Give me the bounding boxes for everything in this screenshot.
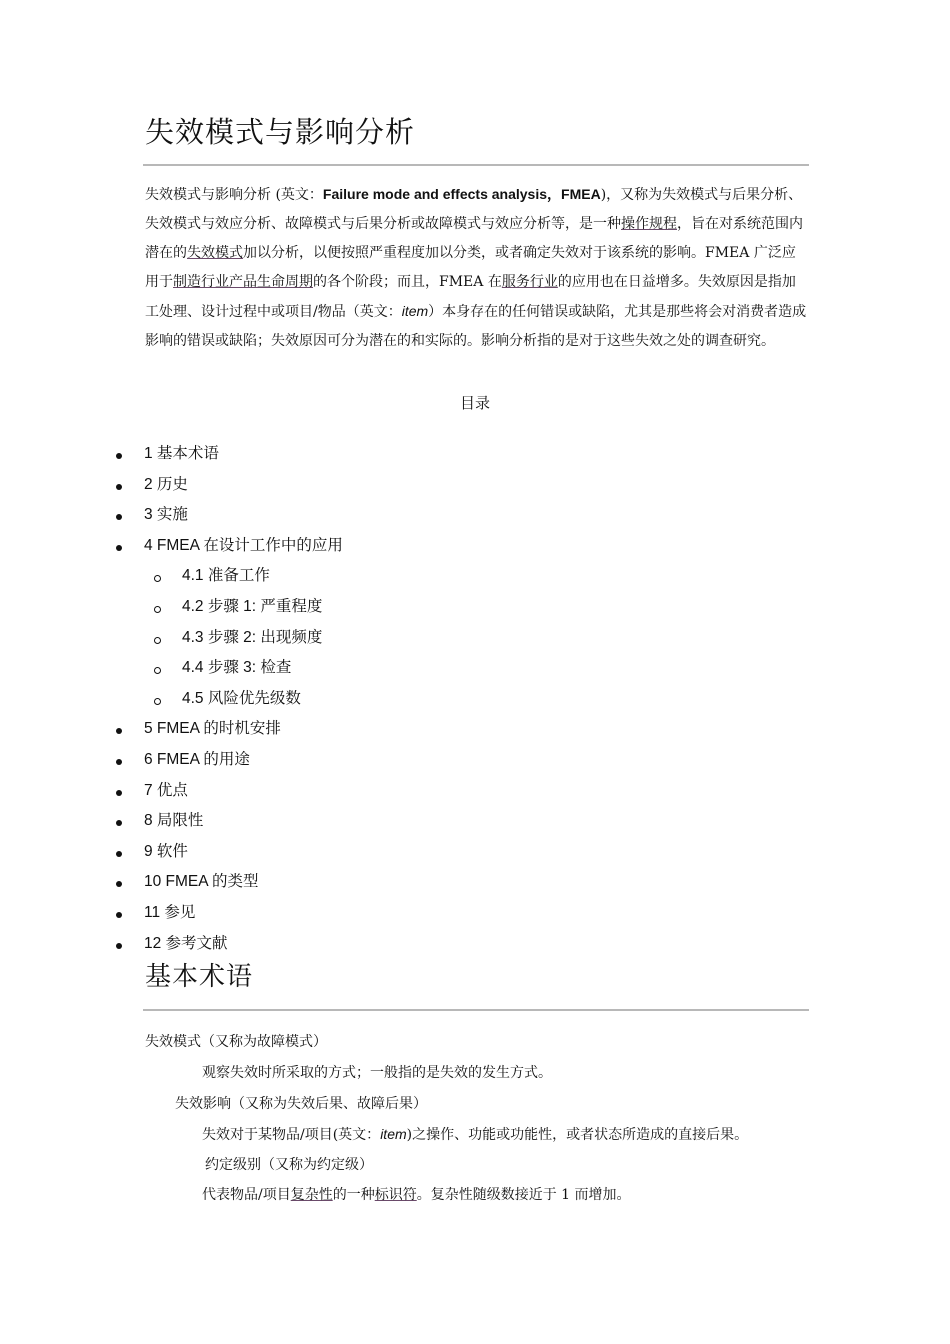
link-identifier[interactable]: 标识符	[374, 1187, 417, 1203]
intro-item: item	[401, 303, 429, 319]
definition-text: 的一种	[332, 1187, 375, 1203]
toc-link[interactable]: 3 实施	[144, 506, 188, 524]
intro-term-en: Failure mode and effects analysis	[322, 186, 548, 202]
toc-link[interactable]: 5 FMEA 的时机安排	[144, 720, 281, 738]
intro-text: 失效模式与影响分析 (英文：	[145, 187, 323, 203]
circle-bullet-icon	[154, 637, 161, 644]
bullet-icon	[116, 728, 122, 734]
toc-link[interactable]: 4 FMEA 在设计工作中的应用	[144, 536, 343, 554]
bullet-icon	[116, 943, 122, 949]
toc-title: 目录	[459, 394, 490, 412]
intro-sep: ，	[547, 186, 562, 202]
term-indenture-level: 约定级别（又称为约定级）	[205, 1157, 373, 1173]
toc-link[interactable]: 2 历史	[144, 475, 188, 493]
definition-item: item	[380, 1126, 407, 1142]
bullet-icon	[116, 851, 122, 857]
toc-link[interactable]: 4.4 步骤 3: 检查	[182, 659, 292, 677]
circle-bullet-icon	[154, 606, 161, 613]
intro-abbr: FMEA	[561, 186, 601, 202]
bullet-icon	[116, 453, 122, 459]
circle-bullet-icon	[154, 575, 161, 582]
toc-link[interactable]: 4.3 步骤 2: 出现频度	[182, 628, 323, 646]
definition-failure-mode: 观察失效时所采取的方式；一般指的是失效的发生方式。	[202, 1065, 552, 1081]
bullet-icon	[116, 820, 122, 826]
definition-text: )之操作、功能或功能性，或者状态所造成的直接后果。	[406, 1127, 749, 1143]
toc-link[interactable]: 4.5 风险优先级数	[182, 689, 301, 707]
link-service-industry[interactable]: 服务行业	[501, 274, 558, 290]
toc-link[interactable]: 4.2 步骤 1: 严重程度	[182, 598, 323, 615]
section-heading-basic-terms: 基本术语	[145, 962, 254, 992]
intro-paragraph	[145, 180, 809, 356]
intro-text: )，又称为失效模式与后果分析、失效模式与效应分析、故障模式与后果分析或故障模式与效应分析等，是一种	[145, 187, 803, 232]
bullet-icon	[116, 514, 122, 520]
toc-link[interactable]: 11 参见	[144, 904, 196, 921]
intro-text: ）本身存在的任何错误或缺陷，尤其是那些将会对消费者造成影响的错误或缺陷；失效原因可分为潜在的和实际的。影响分析指的是对于这些失效之处的调查研究。	[145, 304, 807, 349]
intro-text: ，旨在对系统范围内潜在的	[145, 216, 803, 261]
link-product-lifecycle[interactable]: 制造行业产品生命周期	[173, 274, 313, 290]
bullet-icon	[116, 759, 122, 765]
definition-text: 。复杂性随级数接近于 1 而增加。	[416, 1187, 631, 1203]
link-failure-mode[interactable]: 失效模式	[187, 245, 243, 261]
link-complexity[interactable]: 复杂性	[290, 1187, 333, 1203]
toc-link[interactable]: 6 FMEA 的用途	[144, 751, 250, 768]
definition-text: 代表物品/项目	[202, 1187, 291, 1203]
page-title: 失效模式与影响分析	[145, 115, 416, 149]
term-failure-effect: 失效影响（又称为失效后果、故障后果）	[175, 1096, 427, 1112]
toc-link[interactable]: 7 优点	[144, 781, 188, 799]
toc-link[interactable]: 4.1 准备工作	[182, 567, 270, 585]
bullet-icon	[116, 790, 122, 796]
toc-link[interactable]: 1 基本术语	[144, 445, 219, 462]
toc-link[interactable]: 12 参考文献	[144, 934, 228, 952]
definition-text: 失效对于某物品/项目(英文：	[202, 1127, 381, 1143]
circle-bullet-icon	[154, 698, 161, 705]
definition-indenture-level	[202, 1184, 631, 1206]
bullet-icon	[116, 881, 122, 887]
toc-link[interactable]: 9 软件	[144, 842, 188, 860]
title-divider	[143, 164, 809, 166]
circle-bullet-icon	[154, 667, 161, 674]
bullet-icon	[116, 912, 122, 918]
bullet-icon	[116, 545, 122, 551]
term-failure-mode: 失效模式（又称为故障模式）	[145, 1034, 327, 1050]
intro-text: 加以分析，以便按照严重程度加以分类，或者确定失效对于该系统的影响。FMEA 广泛应用于	[145, 245, 796, 290]
toc-link[interactable]: 10 FMEA 的类型	[144, 873, 259, 891]
intro-text: 的各个阶段；而且，FMEA 在	[313, 274, 502, 290]
toc-link[interactable]: 8 局限性	[144, 812, 204, 830]
section-divider	[143, 1009, 809, 1011]
bullet-icon	[116, 484, 122, 490]
link-operating-procedure[interactable]: 操作规程	[621, 216, 677, 232]
intro-text: 的应用也在日益增多。失效原因是指加工处理、设计过程中或项目/物品（英文：	[145, 274, 796, 320]
definition-failure-effect	[202, 1123, 748, 1146]
